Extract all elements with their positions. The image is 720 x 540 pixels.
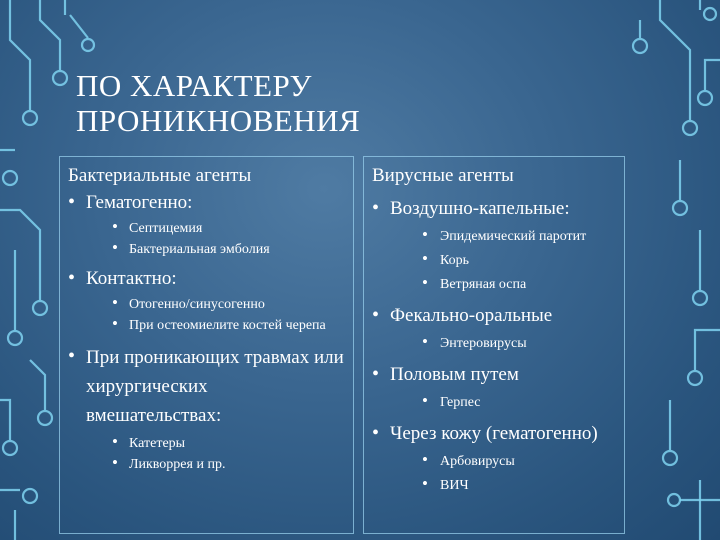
list-item: • Половым путем: [372, 363, 618, 387]
list-item: • При проникающих травмах или хирургических вмешательствах:: [68, 343, 347, 430]
sub-item: • Корь: [372, 251, 618, 270]
sub-item: • Ветряная оспа: [372, 275, 618, 294]
bullet-list: [68, 191, 347, 474]
sub-item: • Ликворрея и пр.: [68, 455, 347, 474]
column-heading: Вирусные агенты: [372, 165, 514, 186]
list-item: • Воздушно-капельные:: [372, 197, 618, 221]
sub-item: • Катетеры: [68, 434, 347, 453]
sub-list: [68, 295, 347, 335]
slide-title: [76, 68, 636, 138]
bacterial-agents-column: [59, 156, 354, 534]
sub-item: • Бактериальная эмболия: [68, 240, 347, 259]
sub-item: • Септицемия: [68, 219, 347, 238]
sub-list: [372, 227, 618, 294]
sub-item: • Отогенно/синусогенно: [68, 295, 347, 314]
title-line-2: ПРОНИКНОВЕНИЯ: [76, 103, 361, 138]
sub-item: • Эпидемический паротит: [372, 227, 618, 246]
list-item: • Фекально-оральные: [372, 304, 618, 328]
sub-item: • При остеомиелите костей черепа: [68, 316, 347, 335]
column-heading: Бактериальные агенты: [68, 165, 252, 186]
title-line-1: ПО ХАРАКТЕРУ: [76, 68, 312, 103]
list-item: • Через кожу (гематогенно): [372, 422, 618, 446]
sub-list: [372, 334, 618, 353]
sub-list: [68, 219, 347, 259]
viral-agents-column: [363, 156, 625, 534]
sub-item: • Арбовирусы: [372, 452, 618, 471]
sub-list: [68, 434, 347, 474]
sub-list: [372, 452, 618, 495]
sub-item: • ВИЧ: [372, 476, 618, 495]
sub-item: • Энтеровирусы: [372, 334, 618, 353]
bullet-list: [372, 197, 618, 495]
list-item: • Контактно:: [68, 267, 347, 291]
sub-list: [372, 393, 618, 412]
list-item: • Гематогенно:: [68, 191, 347, 215]
sub-item: • Герпес: [372, 393, 618, 412]
